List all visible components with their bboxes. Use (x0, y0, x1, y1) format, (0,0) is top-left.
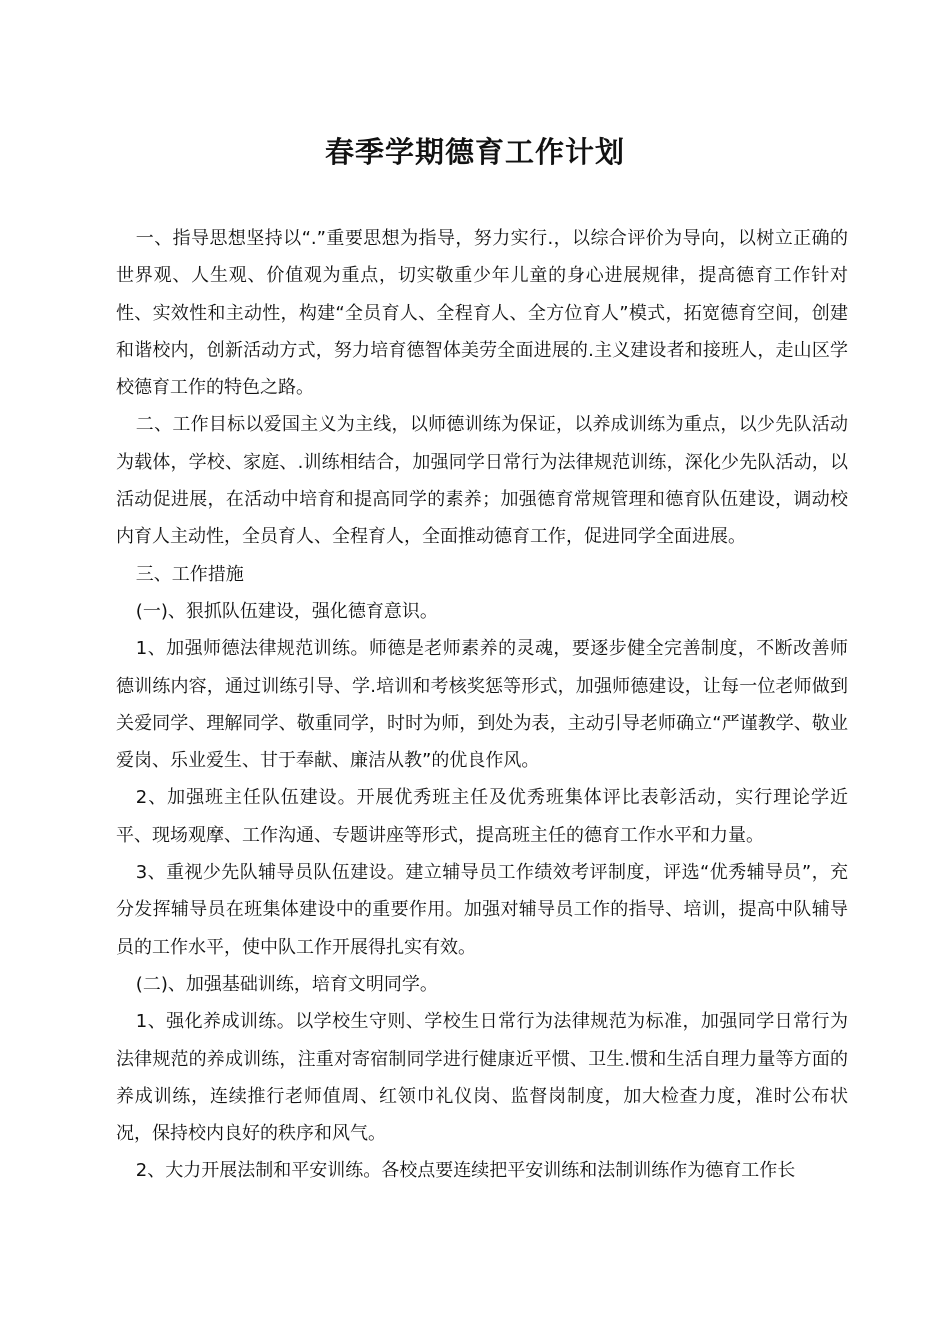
paragraph-guiding-ideology: 一、指导思想坚持以“.”重要思想为指导，努力实行.，以综合评价为导向，以树立正确的世界观、人生观、价值观为重点，切实敬重少年儿童的身心进展规律，提高德育工作针对性、实效性和主动性，构建“全员育人、全程育人、全方位育人”模式，拓宽德育空间，创建和谐校内，创新活动方式，努力培育德智体美劳全面进展的.主义建设者和接班人，走山区学校德育工作的特色之路。 (116, 228, 848, 399)
document-body (116, 220, 848, 1190)
paragraph-section-2-heading: (二)、加强基础训练，培育文明同学。 (135, 973, 438, 995)
document-title: 春季学期德育工作计划 (324, 135, 625, 169)
paragraph-work-goals: 二、工作目标以爱国主义为主线，以师德训练为保证，以养成训练为重点，以少先队活动为载体，学校、家庭、.训练相结合，加强同学日常行为法律规范训练，深化少先队活动，以活动促进展，在活动中培育和提高同学的素养；加强德育常规管理和德育队伍建设，调动校内育人主动性，全员育人、全程育人，全面推动德育工作，促进同学全面进展。 (116, 414, 848, 548)
paragraph-class-teacher-team: 2、加强班主任队伍建设。开展优秀班主任及优秀班集体评比表彰活动，实行理论学近平、现场观摩、工作沟通、专题讲座等形式，提高班主任的德育工作水平和力量。 (116, 787, 848, 846)
paragraph-section-1-heading: (一)、狠抓队伍建设，强化德育意识。 (135, 600, 438, 622)
paragraph-legal-safety-training: 2、大力开展法制和平安训练。各校点要连续把平安训练和法制训练作为德育工作长 (135, 1160, 796, 1182)
paragraph-habit-training: 1、强化养成训练。以学校生守则、学校生日常行为法律规范为标准，加强同学日常行为法律规范的养成训练，注重对寄宿制同学进行健康近平惯、卫生.惯和生活自理力量等方面的养成训练，连续推行老师值周、红领巾礼仪岗、监督岗制度，加大检查力度，准时公布状况，保持校内良好的秩序和风气。 (116, 1011, 848, 1145)
paragraph-counselor-team: 3、重视少先队辅导员队伍建设。建立辅导员工作绩效考评制度，评选“优秀辅导员”，充分发挥辅导员在班集体建设中的重要作用。加强对辅导员工作的指导、培训，提高中队辅导员的工作水平，使中队工作开展得扎实有效。 (116, 862, 848, 958)
paragraph-teacher-ethics: 1、加强师德法律规范训练。师德是老师素养的灵魂，要逐步健全完善制度，不断改善师德训练内容，通过训练引导、学.培训和考核奖惩等形式，加强师德建设，让每一位老师做到关爱同学、理解同学、敬重同学，时时为师，到处为表，主动引导老师确立“严谨教学、敬业爱岗、乐业爱生、甘于奉献、廉洁从教”的优良作风。 (116, 638, 848, 772)
paragraph-work-measures-heading: 三、工作措施 (135, 563, 244, 585)
